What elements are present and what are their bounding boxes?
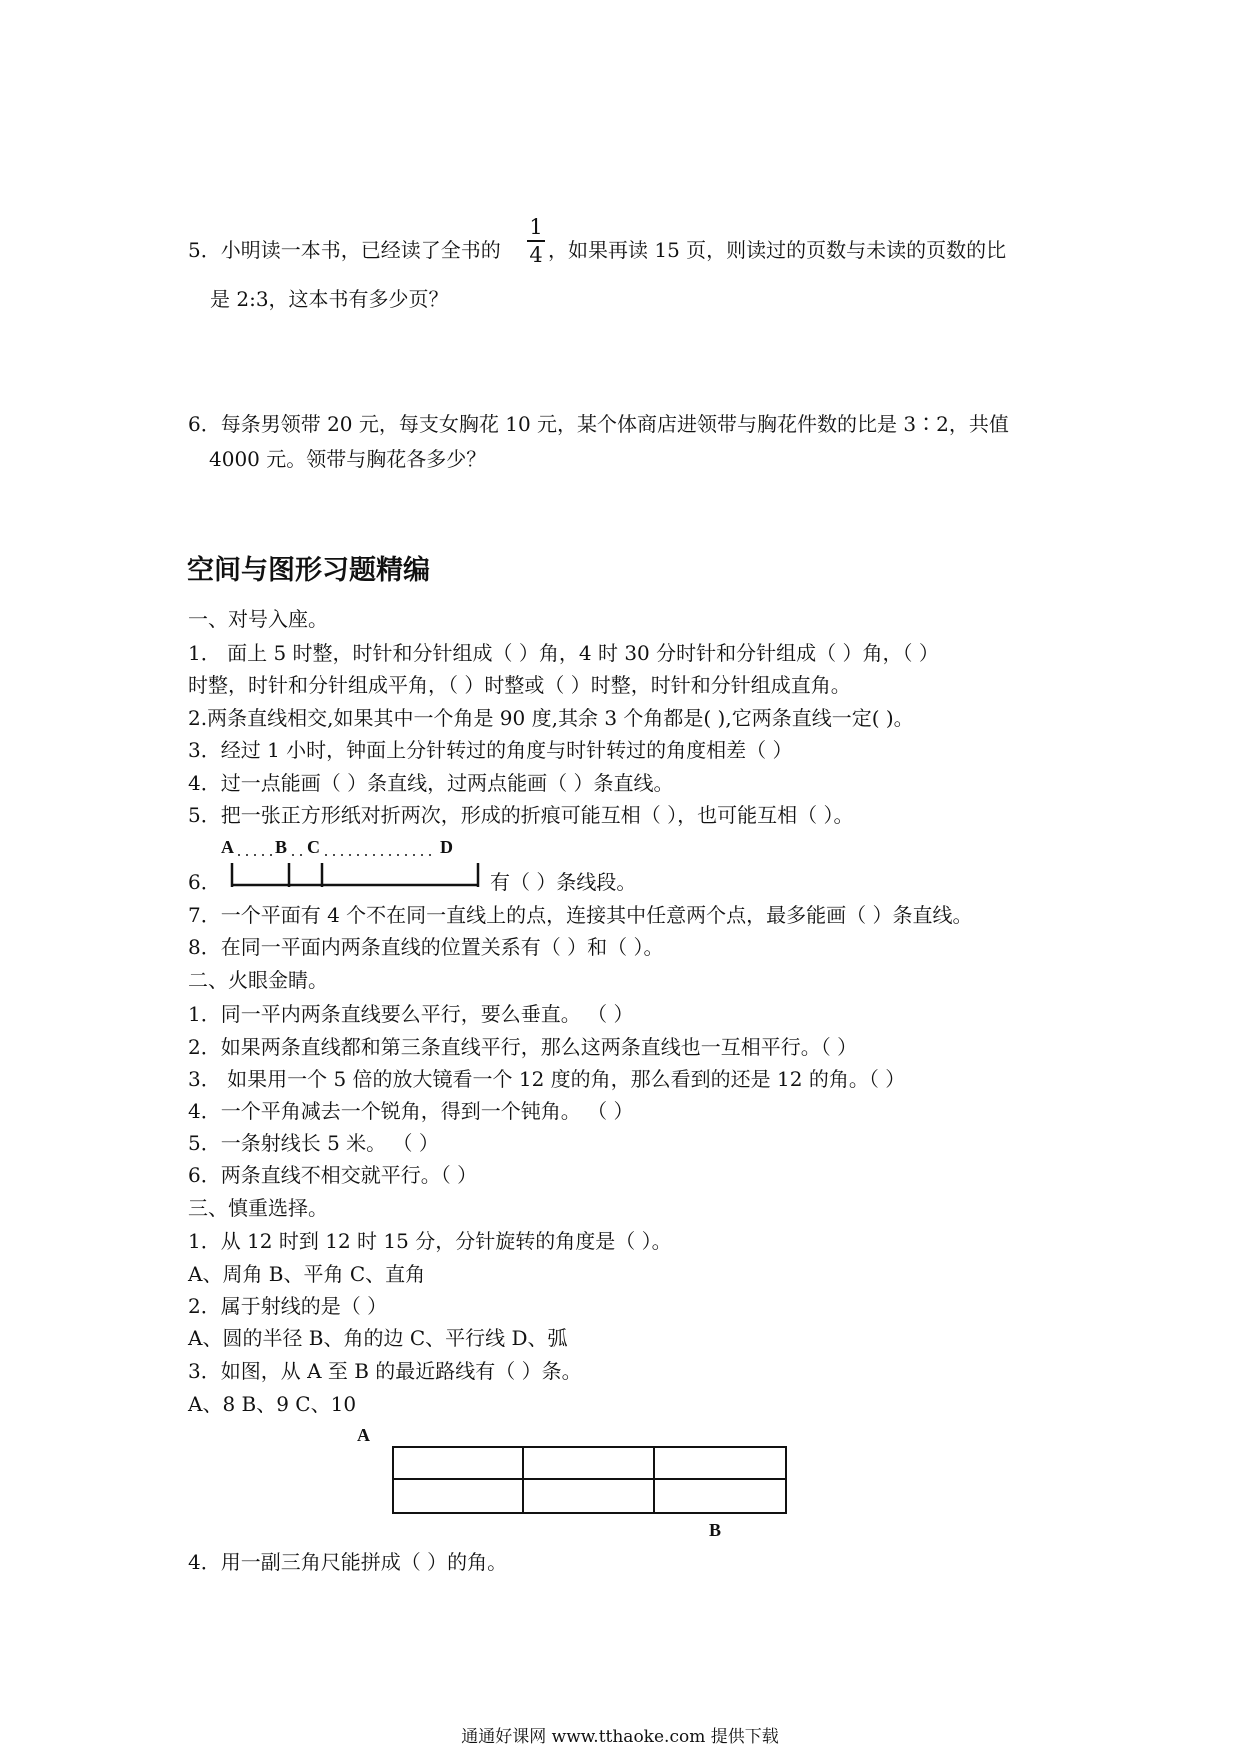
part2-item-3: 3． 如果用一个 5 倍的放大镜看一个 12 度的角，那么看到的还是 12 的角。（ ） — [188, 1067, 906, 1091]
grid-label-b: B — [709, 1520, 722, 1540]
grid-label-a: A — [357, 1425, 370, 1445]
part1-item-2: 2.两条直线相交,如果其中一个角是 90 度,其余 3 个角都是( ),它两条直线一定( )。 — [188, 706, 914, 730]
part3-item-2-options: A、圆的半径 B、角的边 C、平行线 D、弧 — [188, 1326, 568, 1350]
part3-title: 三、慎重选择。 — [188, 1196, 328, 1220]
part3-item-3: 3．如图，从 A 至 B 的最近路线有（ ）条。 — [188, 1359, 582, 1383]
part1-item-1b: 时整，时针和分针组成平角，（ ）时整或（ ）时整，时针和分针组成直角。 — [188, 673, 851, 697]
segment-label-c: C — [307, 837, 320, 857]
part3-item-1-options: A、周角 B、平角 C、直角 — [188, 1262, 426, 1286]
part1-item-6-text: 有（ ）条线段。 — [490, 870, 637, 894]
part1-item-6-number: 6． — [188, 870, 221, 894]
part2-item-1: 1．同一平内两条直线要么平行，要么垂直。 （ ） — [188, 1002, 634, 1026]
part1-item-1a: 1． 面上 5 时整，时针和分针组成（ ）角，4 时 30 分时针和分针组成（ ）角，（ ） — [188, 641, 939, 665]
part3-item-3-options: A、8 B、9 C、10 — [188, 1392, 357, 1416]
part2-item-6: 6．两条直线不相交就平行。（ ） — [188, 1163, 478, 1187]
page-footer: 通通好课网 www.tthaoke.com 提供下载 — [461, 1727, 779, 1747]
segment-label-d: D — [440, 837, 453, 857]
fraction-denominator: 4 — [529, 243, 543, 267]
part3-item-2: 2．属于射线的是（ ） — [188, 1294, 388, 1318]
part1-item-4: 4．过一点能画（ ）条直线，过两点能画（ ）条直线。 — [188, 771, 674, 795]
part3-item-4: 4．用一副三角尺能拼成（ ）的角。 — [188, 1550, 508, 1574]
part3-item-1: 1．从 12 时到 12 时 15 分，分针旋转的角度是（ ）。 — [188, 1229, 672, 1253]
part2-item-2: 2．如果两条直线都和第三条直线平行，那么这两条直线也一互相平行。（ ） — [188, 1035, 858, 1059]
part1-item-5: 5．把一张正方形纸对折两次，形成的折痕可能互相（ ），也可能互相（ ）。 — [188, 803, 854, 827]
q6-line2: 4000 元。领带与胸花各多少？ — [209, 447, 487, 471]
section-title: 空间与图形习题精编 — [187, 555, 430, 586]
q5-line1-after: ，如果再读 15 页，则读过的页数与未读的页数的比 — [548, 238, 1007, 262]
segment-label-b: B — [275, 837, 288, 857]
part2-item-4: 4．一个平角减去一个锐角，得到一个钝角。 （ ） — [188, 1099, 634, 1123]
q5-line2: 是 2:3，这本书有多少页？ — [210, 287, 449, 311]
part2-item-5: 5．一条射线长 5 米。 （ ） — [188, 1131, 439, 1155]
part1-item-7: 7．一个平面有 4 个不在同一直线上的点，连接其中任意两个点，最多能画（ ）条直线。 — [188, 903, 973, 927]
q6-line1: 6．每条男领带 20 元，每支女胸花 10 元，某个体商店进领带与胸花件数的比是 3∶2，共值 — [188, 412, 1009, 436]
part1-item-8: 8．在同一平面内两条直线的位置关系有（ ）和（ ）。 — [188, 935, 664, 959]
fraction-numerator: 1 — [529, 215, 543, 239]
part1-item-3: 3．经过 1 小时，钟面上分针转过的角度与时针转过的角度相差（ ） — [188, 738, 793, 762]
part1-title: 一、对号入座。 — [188, 607, 328, 631]
part2-title: 二、火眼金睛。 — [188, 968, 328, 992]
q5-line1-before: 5．小明读一本书，已经读了全书的 — [188, 238, 501, 262]
segment-label-a: A — [221, 837, 234, 857]
